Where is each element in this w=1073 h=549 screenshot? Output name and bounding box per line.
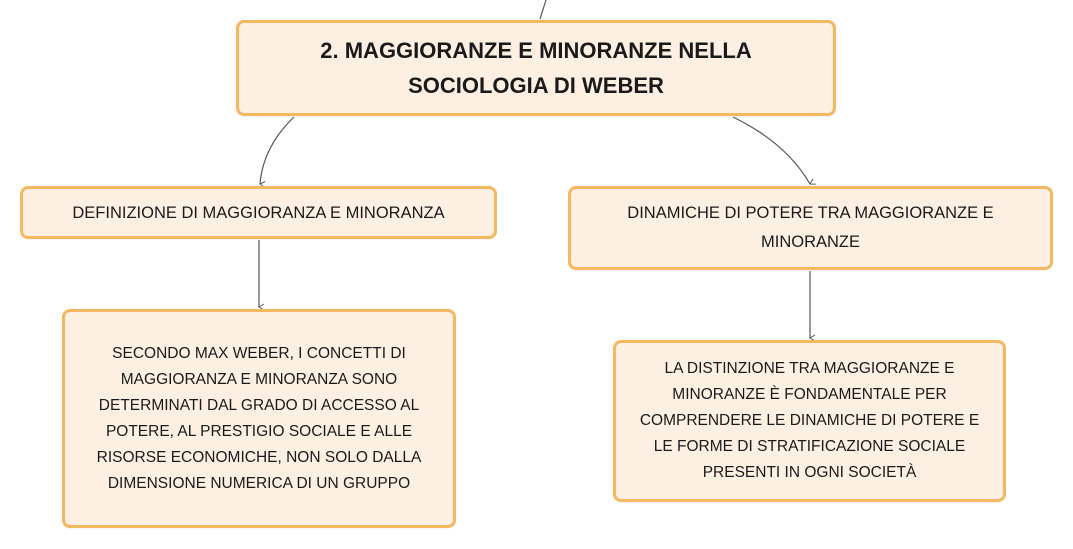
topic-label-dinamiche: DINAMICHE DI POTERE TRA MAGGIORANZE E MINORANZE xyxy=(627,204,994,251)
topic-node-dinamiche[interactable] xyxy=(568,186,1053,270)
detail-label-definizione: SECONDO MAX WEBER, I CONCETTI DI MAGGIORANZA E MINORANZA SONO DETERMINATI DAL GRADO DI ACCESSO AL POTERE, AL PRESTIGIO SOCIALE E ALLE RISORSE ECONOMICHE, NON SOLO DALLA DIMENSIONE NUMERICA DI UN GRUPPO xyxy=(96,344,422,492)
connector-incoming xyxy=(540,0,546,19)
connector-root-to-dinamiche xyxy=(733,117,810,184)
topic-node-definizione[interactable] xyxy=(20,186,497,239)
connector-root-to-definizione xyxy=(260,117,294,184)
detail-label-dinamiche: LA DISTINZIONE TRA MAGGIORANZE E MINORANZE È FONDAMENTALE PER COMPRENDERE LE DINAMICHE DI POTERE E LE FORME DI STRATIFICAZIONE SOCIALE PRESENTI IN OGNI SOCIETÀ xyxy=(639,360,980,481)
root-topic-label: 2. MAGGIORANZE E MINORANZE NELLA SOCIOLOGIA DI WEBER xyxy=(320,38,752,98)
detail-node-dinamiche[interactable] xyxy=(613,340,1006,502)
topic-label-definizione: DEFINIZIONE DI MAGGIORANZA E MINORANZA xyxy=(72,203,445,222)
detail-node-definizione[interactable] xyxy=(62,309,456,528)
root-topic-node[interactable] xyxy=(236,20,836,116)
